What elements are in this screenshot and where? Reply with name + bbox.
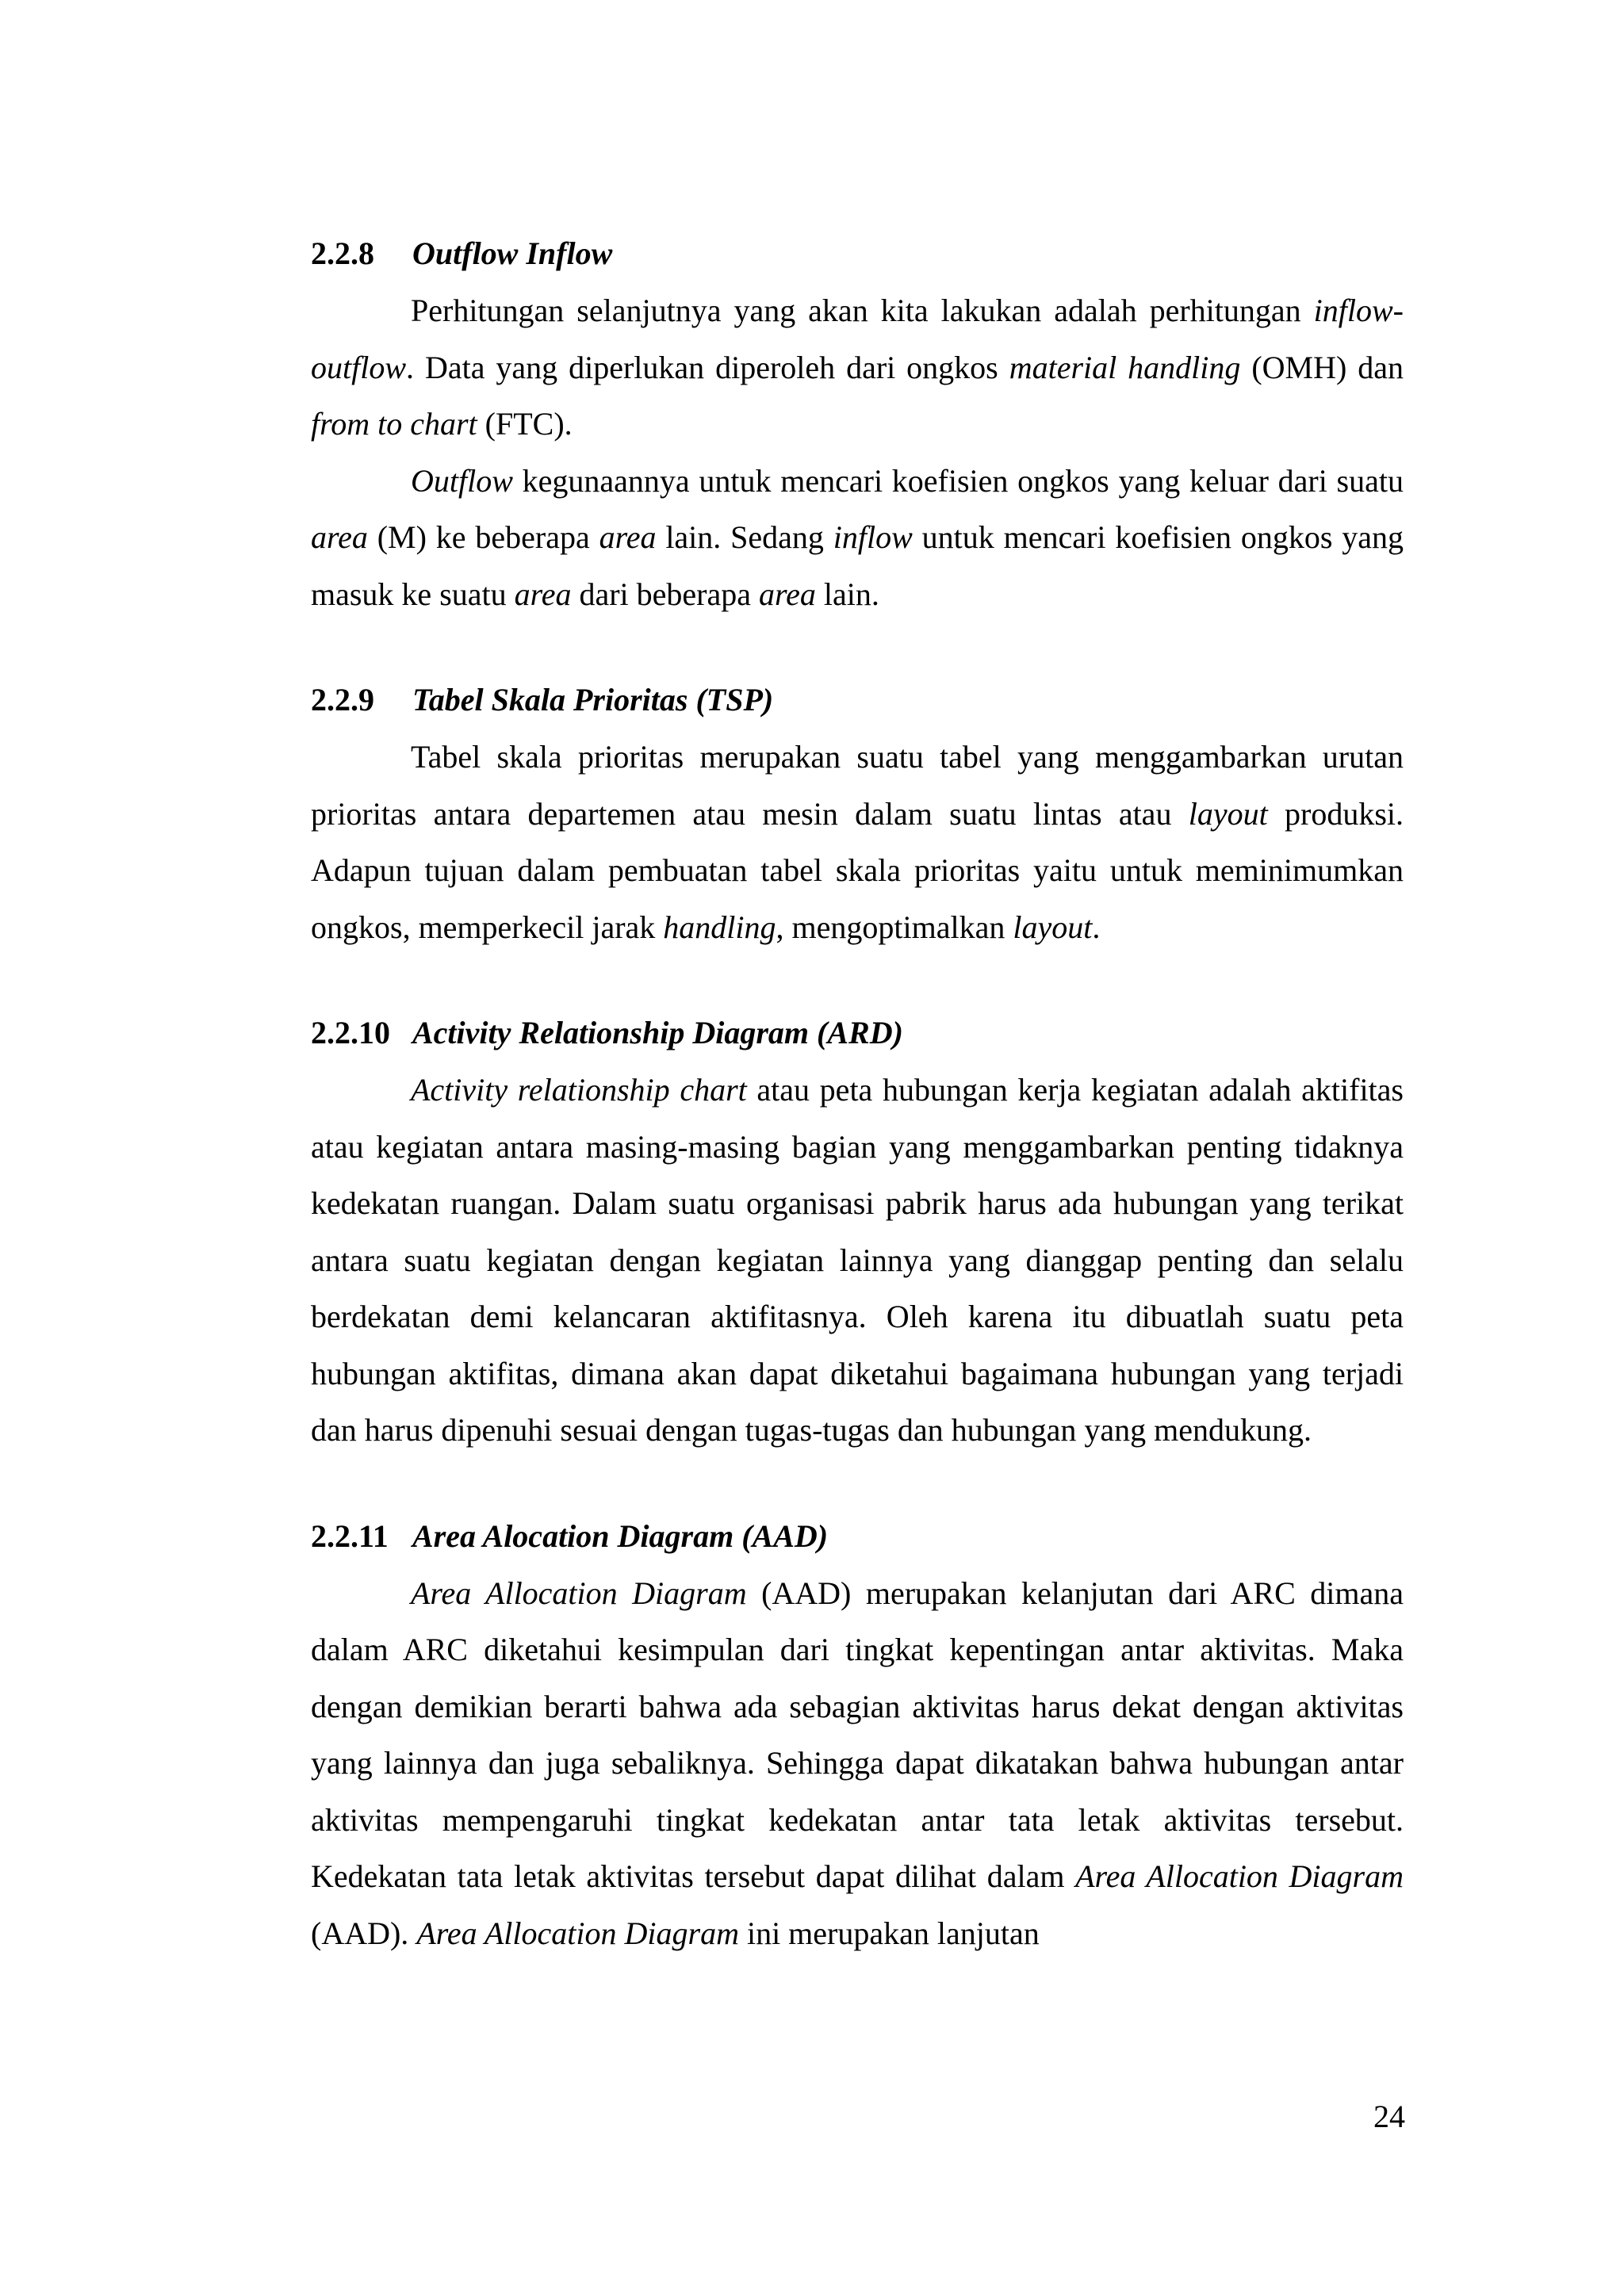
paragraph (311, 282, 1404, 453)
paragraph (311, 729, 1404, 955)
text-run: ini merupakan lanjutan (738, 1915, 1040, 1951)
text-run: (AAD) merupakan kelanjutan dari ARC dimana dalam ARC diketahui kesimpulan dari tingkat kepentingan antar aktivitas. Maka dengan demikian berarti bahwa ada sebagian aktivitas harus dekat dengan aktivitas yang lainnya dan juga sebaliknya. Sehingga dapat dikatakan bahwa hubungan antar aktivitas mempengaruhi tingkat kedekatan antar tata letak aktivitas tersebut. Kedekatan tata letak aktivitas tersebut dapat dilihat dalam (311, 1575, 1404, 1894)
text-run: untuk mencari koefisien ongkos yang masuk ke suatu (311, 519, 1404, 612)
emphasized-text: layout (1013, 909, 1093, 945)
text-run: lain. (815, 576, 879, 612)
section-heading (311, 1004, 1404, 1062)
emphasized-text: inflow-outflow (311, 293, 1404, 385)
text-run: . (1092, 909, 1101, 945)
section-2-2-10 (311, 1004, 1404, 1459)
emphasized-text: Area Allocation Diagram (416, 1915, 739, 1951)
paragraph (311, 453, 1404, 623)
page-content (311, 225, 1404, 2011)
emphasized-text: area (514, 576, 572, 612)
text-run: (AAD). (311, 1915, 417, 1951)
text-run: , mengoptimalkan (776, 909, 1013, 945)
section-heading (311, 672, 1404, 729)
paragraph (311, 1062, 1404, 1459)
emphasized-text: inflow (833, 519, 913, 555)
section-title: Tabel Skala Prioritas (TSP) (412, 682, 774, 718)
text-run: . Data yang diperlukan diperoleh dari ongkos (406, 349, 1009, 385)
text-run: (FTC). (477, 406, 573, 442)
text-run: Tabel skala prioritas merupakan suatu tabel yang menggambarkan urutan prioritas antara departemen atau mesin dalam suatu lintas atau (311, 739, 1404, 832)
text-run: lain. Sedang (656, 519, 833, 555)
section-number: 2.2.9 (311, 682, 374, 718)
text-run: dari beberapa (571, 576, 759, 612)
section-2-2-11 (311, 1508, 1404, 1962)
emphasized-text: area (599, 519, 657, 555)
emphasized-text: Area Allocation Diagram (1075, 1858, 1404, 1894)
text-run: atau peta hubungan kerja kegiatan adalah aktifitas atau kegiatan antara masing-masing bagian yang menggambarkan penting tidaknya kedekatan ruangan. Dalam suatu organisasi pabrik harus ada hubungan yang terikat antara suatu kegiatan dengan kegiatan lainnya yang dianggap penting dan selalu berdekatan demi kelancaran aktifitasnya. Oleh karena itu dibuatlah suatu peta hubungan aktifitas, dimana akan dapat diketahui bagaimana hubungan yang terjadi dan harus dipenuhi sesuai dengan tugas-tugas dan hubungan yang mendukung. (311, 1072, 1404, 1448)
text-run: (M) ke beberapa (367, 519, 599, 555)
emphasized-text: material handling (1009, 349, 1241, 385)
emphasized-text: Area Allocation Diagram (411, 1575, 747, 1611)
page-number: 24 (1373, 2099, 1405, 2134)
emphasized-text: Activity relationship chart (411, 1072, 747, 1108)
text-run: produksi. Adapun tujuan dalam pembuatan tabel skala prioritas yaitu untuk meminimumkan ongkos, memperkecil jarak (311, 795, 1404, 945)
section-title: Area Alocation Diagram (AAD) (412, 1517, 829, 1554)
text-run: Perhitungan selanjutnya yang akan kita lakukan adalah perhitungan (411, 293, 1314, 328)
section-heading (311, 225, 1404, 282)
section-heading (311, 1508, 1404, 1565)
section-title: Activity Relationship Diagram (ARD) (412, 1015, 903, 1050)
section-2-2-9 (311, 672, 1404, 955)
section-title: Outflow Inflow (412, 235, 613, 271)
text-run: kegunaannya untuk mencari koefisien ongkos yang keluar dari suatu (512, 462, 1404, 499)
text-run: (OMH) dan (1240, 349, 1404, 385)
section-number: 2.2.8 (311, 235, 374, 271)
section-number: 2.2.11 (311, 1517, 389, 1554)
emphasized-text: handling (663, 909, 776, 945)
section-2-2-8 (311, 225, 1404, 622)
emphasized-text: area (311, 519, 368, 555)
paragraph (311, 1565, 1404, 1962)
emphasized-text: from to chart (311, 406, 477, 442)
section-number: 2.2.10 (311, 1015, 390, 1050)
emphasized-text: area (759, 576, 816, 612)
emphasized-text: Outflow (411, 462, 513, 499)
emphasized-text: layout (1188, 795, 1268, 832)
